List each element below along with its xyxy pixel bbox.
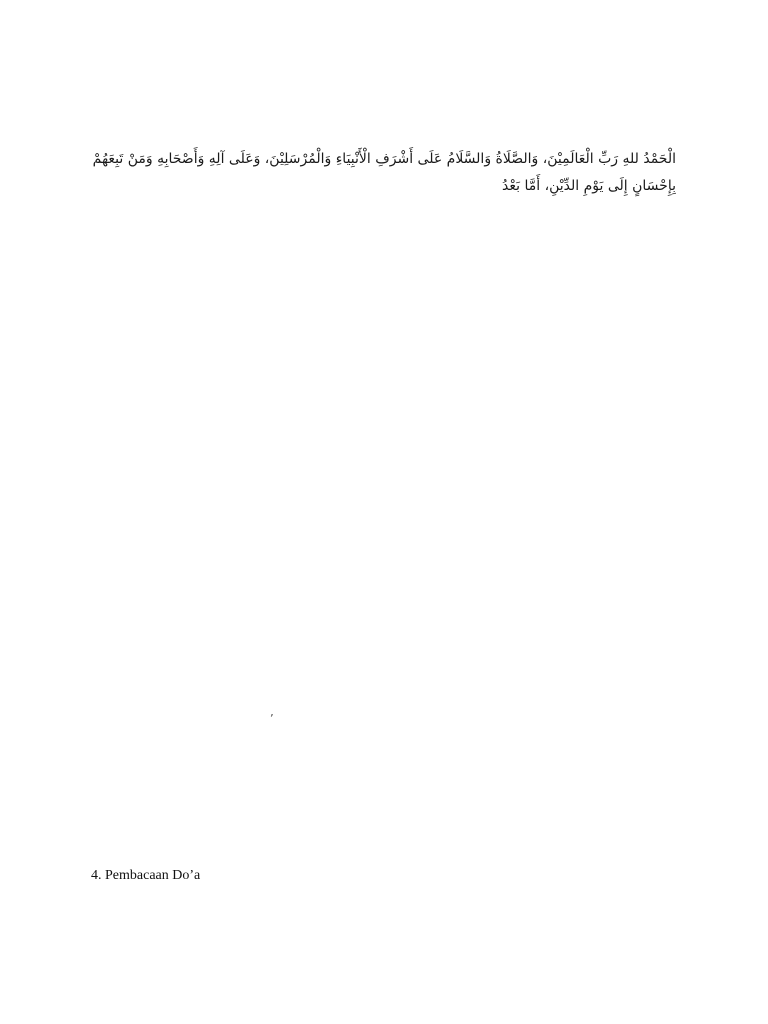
arabic-line-1: الْحَمْدُ للهِ رَبِّ الْعَالَمِيْنَ، وَالصَّلَاةُ وَالسَّلَامُ عَلَى أَشْرَفِ الْأَنْبِيَاءِ وَالْمُرْسَلِيْنَ، وَعَلَى آلِهِ وَأَصْحَابِهِ وَمَنْ تَبِعَهُمْ	[92, 151, 676, 167]
arabic-line-2: بِإِحْسَانٍ إِلَى يَوْمِ الدِّيْنِ، أَمَّا بَعْدُ	[502, 178, 676, 194]
stray-punctuation-mark: ’	[270, 712, 274, 725]
arabic-opening-paragraph	[92, 146, 676, 200]
section-heading: 4. Pembacaan Do’a	[91, 868, 201, 883]
